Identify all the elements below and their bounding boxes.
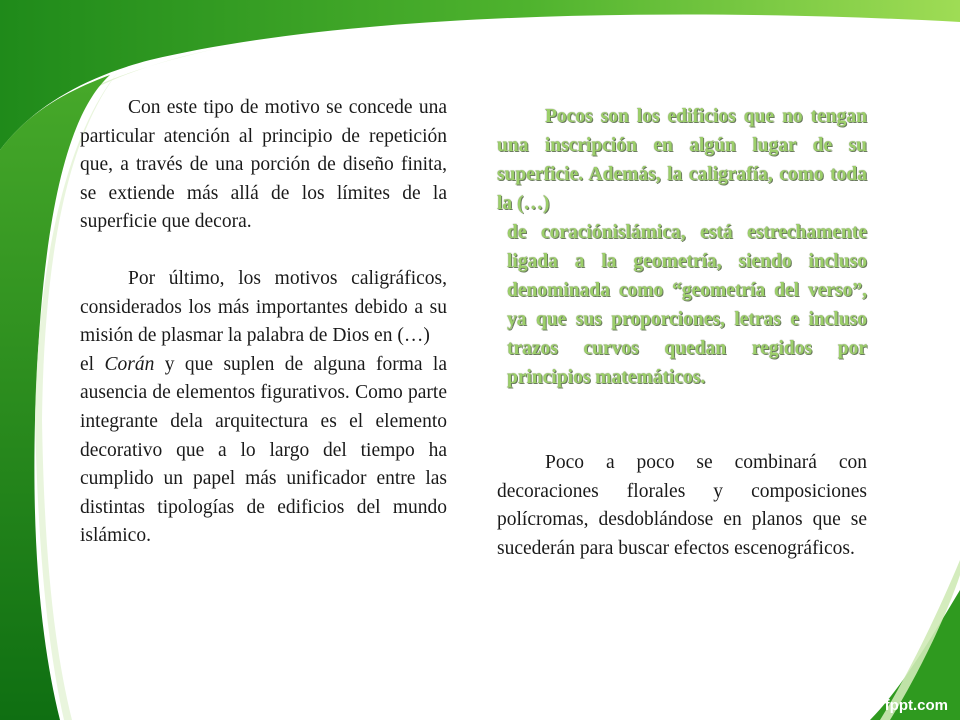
left-paragraph-3-start: el [80, 353, 105, 375]
left-paragraph-3-rest: y que suplen de alguna forma la ausencia de elementos figurativos. Como parte integrante dela arquitectura es el elemento decorativo que a lo largo del tiempo ha cumplido un papel más unificador entre las distintas tipologías de edificios del mundo islámico. [80, 353, 447, 547]
left-paragraph-3 [80, 351, 447, 551]
right-paragraph-3-text: Poco a poco se combinará con decoraciones florales y composiciones polícromas, desdoblándose en planos que se sucederán para buscar efectos escenográficos. [497, 452, 867, 559]
coran-italic: Corán [104, 353, 155, 375]
green-paragraph-1-text: Pocos son los edificios que no tengan una inscripción en algún lugar de su superficie. Además, la caligrafía, como toda la (…) [497, 106, 867, 214]
right-green-paragraph-2 [507, 218, 867, 392]
left-paragraph-2: Por último, los motivos caligráficos, considerados los más importantes debido a su misión de plasmar la palabra de Dios en (…) [80, 267, 447, 347]
fppt-watermark: fppt.com [884, 697, 948, 714]
left-column [80, 94, 447, 551]
right-paragraph-3 [497, 449, 867, 563]
left-paragraph-1: Con este tipo de motivo se concede una particular atención al principio de repetición que, a través de una porción de diseño finita, se extiende más allá de los límites de la superficie que decora. [80, 97, 447, 233]
right-green-paragraph-1 [497, 102, 867, 218]
green-paragraph-2-text: de coraciónislámica, está estrechamente ligada a la geometría, siendo incluso denominada como “geometría del verso”, ya que sus proporciones, letras e incluso trazos curvos quedan regidos por principios matemáticos. [507, 222, 867, 388]
